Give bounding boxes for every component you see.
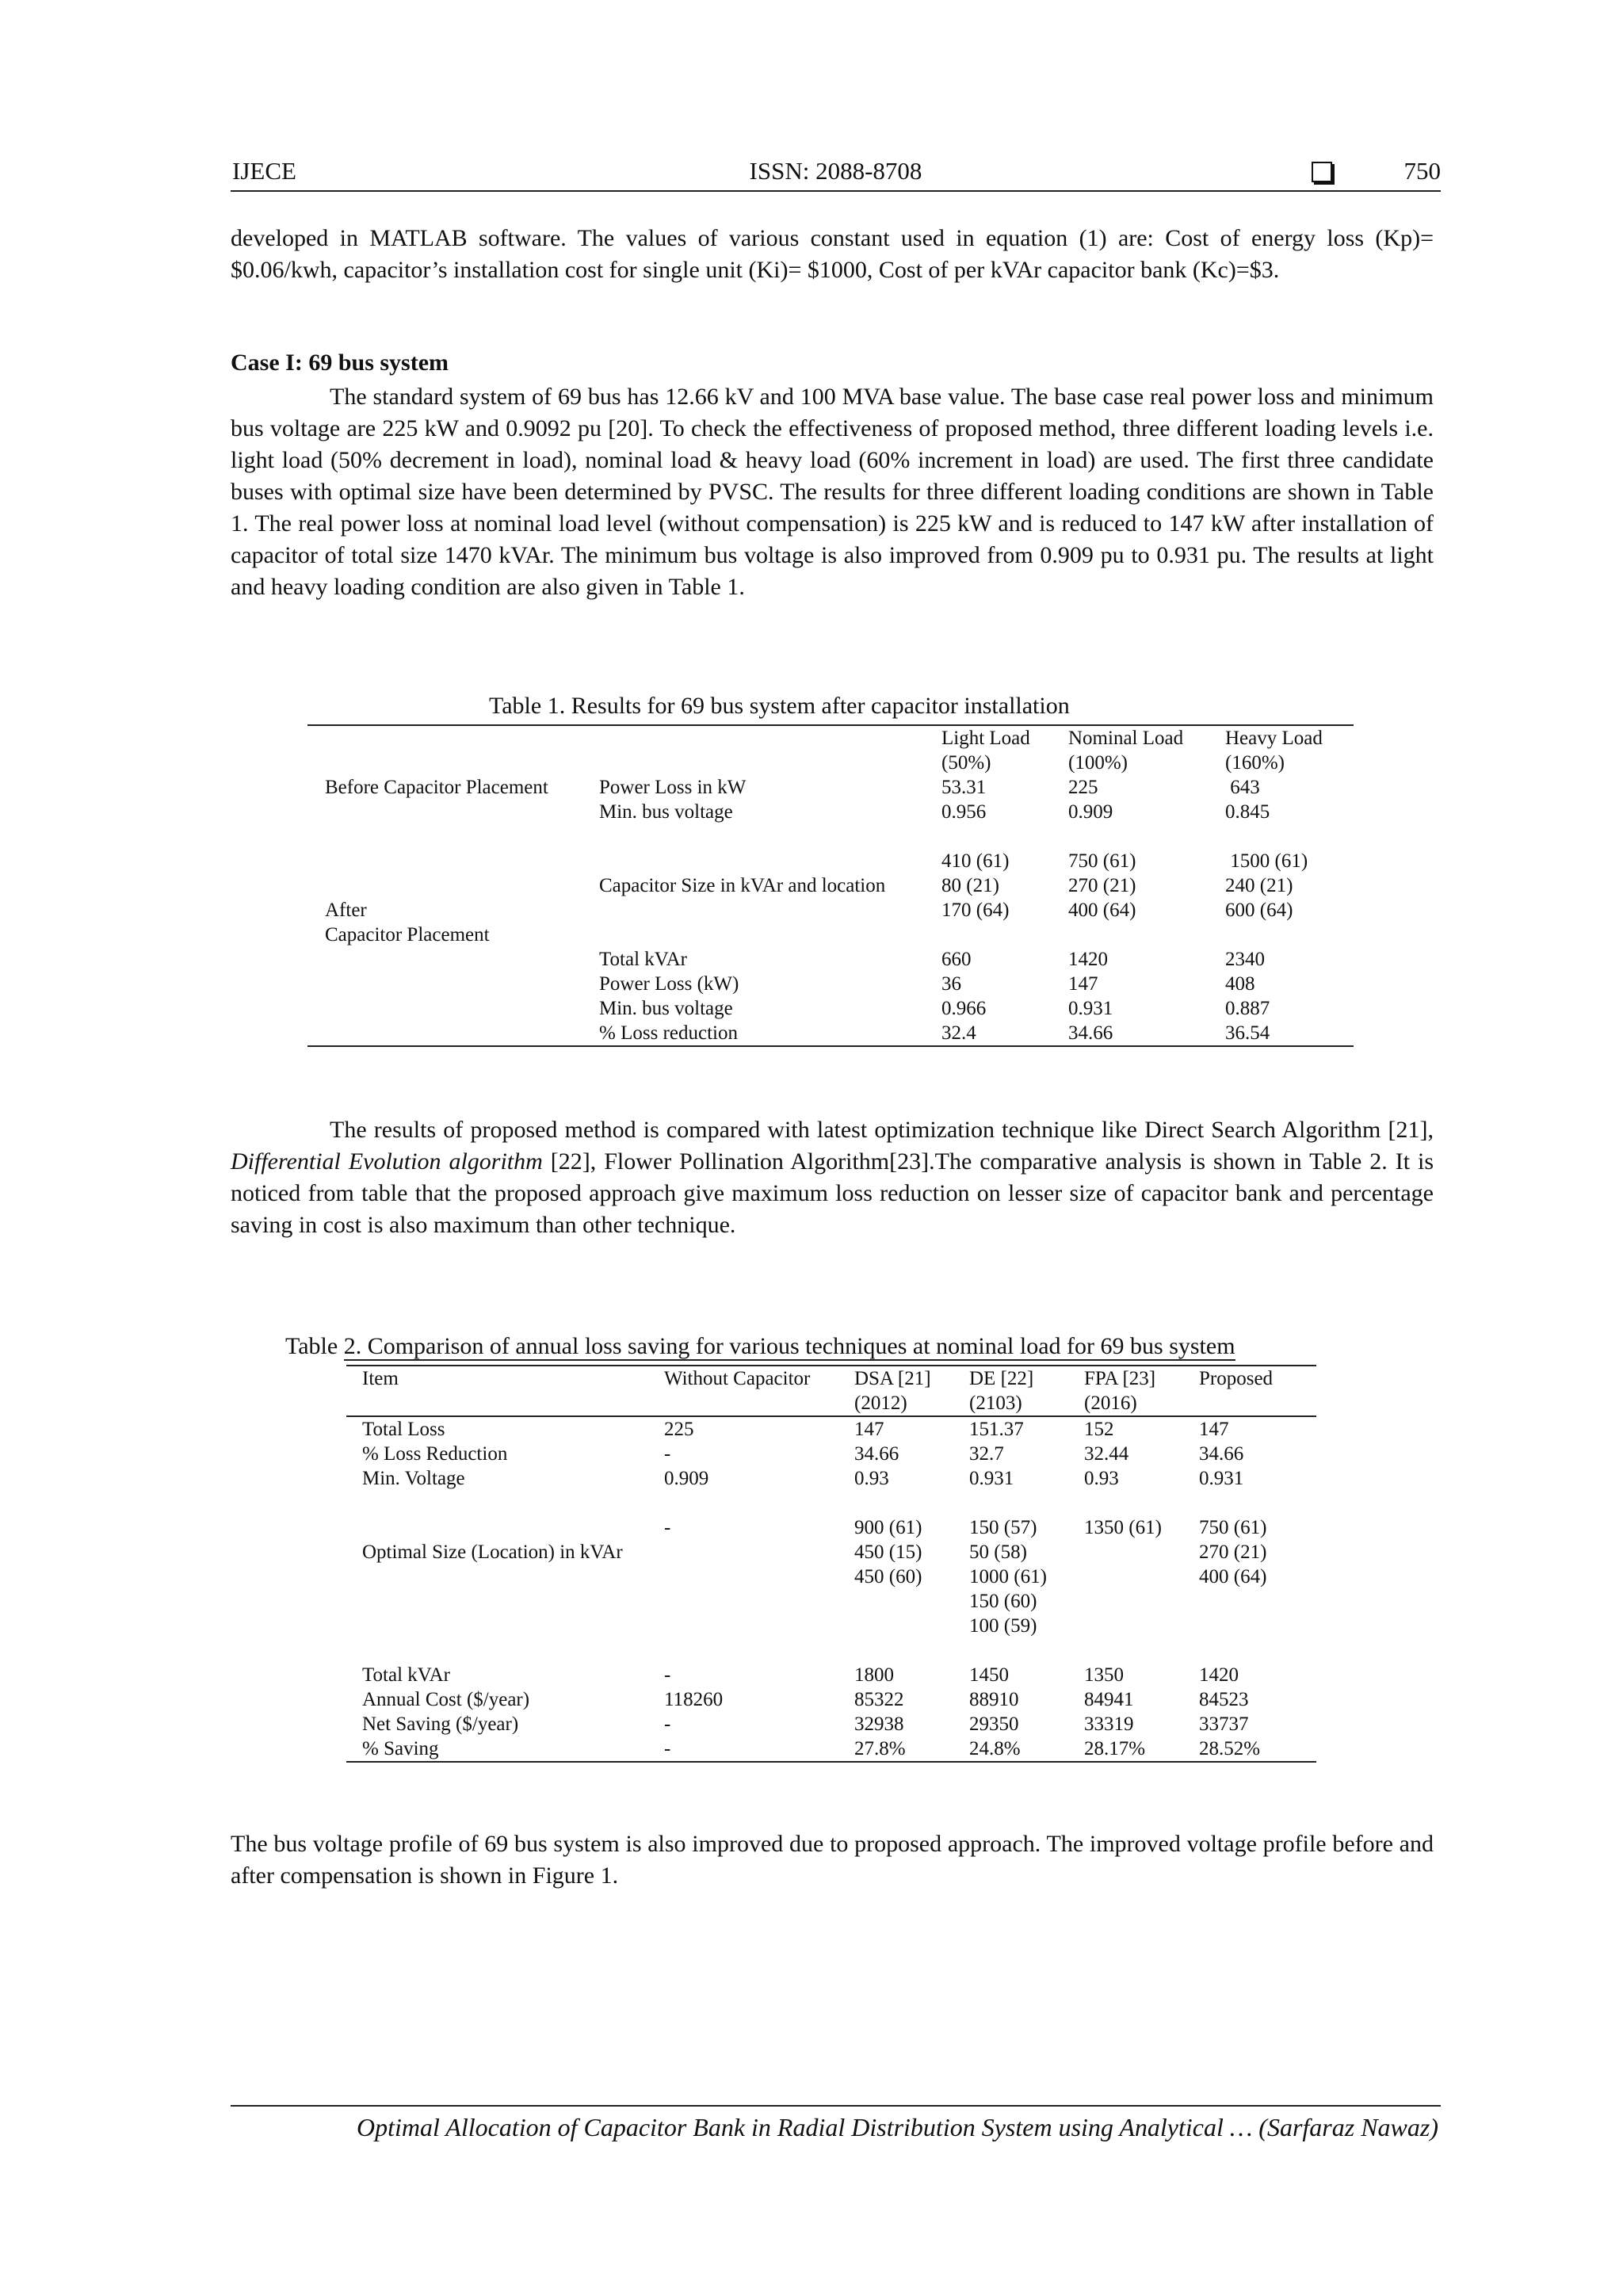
running-header [231, 155, 1441, 192]
table-row [307, 725, 1354, 751]
table-row: 410 (61) 750 (61) 1500 (61) [941, 850, 1308, 872]
table-row: 150 (60) [969, 1591, 1037, 1612]
case-paragraph: The standard system of 69 bus has 12.66 kV and 100 MVA base value. The base case real power loss and minimum bus voltage are 225 kW and 0.9092 pu [20]. To check the effectiveness of proposed method, three different loading levels i.e. light load (50% decrement in load), nominal load & heavy load (60% increment in load) are used. The first three candidate buses with optimal size have been determined by PVSC. The results for three different loading conditions are shown in Table 1. The real power loss at nominal load level (without compensation) is 225 kW and is reduced to 147 kW after installation of capacitor of total size 1470 kVAr. The minimum bus voltage is also improved from 0.909 pu to 0.931 pu. The results at light and heavy loading condition are also given in Table 1. [231, 384, 1434, 600]
column-header: Proposed [1199, 1368, 1274, 1389]
table-1 [307, 724, 1354, 1047]
table-row: After 170 (64) 400 (64) 600 (64) [307, 898, 1354, 923]
table-row: % Loss reduction 32.4 34.66 36.54 [599, 1022, 1270, 1044]
table-row: Min. bus voltage 0.966 0.931 0.887 [599, 998, 1270, 1019]
table-row: - 900 (61) 150 (57) 1350 (61) 750 (61) [664, 1517, 1267, 1538]
table-row: (50%) (100%) (160%) [941, 752, 1285, 774]
table2-caption: Table 2. Comparison of annual loss saving for various techniques at nominal load for 69 bus system [285, 1333, 1235, 1359]
table-row: Total Loss 225 147 151.37 152 147 [346, 1416, 1316, 1442]
table-row [346, 1366, 1316, 1391]
table-row: 100 (59) [969, 1615, 1037, 1637]
box-icon [1312, 162, 1332, 182]
row-group-label: Before Capacitor Placement [325, 777, 548, 798]
table-row: Min. bus voltage 0.956 0.909 0.845 [599, 801, 1270, 823]
row-group-label: After [325, 900, 367, 921]
table-row: % Saving - 27.8% 24.8% 28.17% 28.52% [362, 1738, 1261, 1759]
issn: ISSN: 2088-8708 [749, 157, 922, 185]
table-row: Total kVAr 660 1420 2340 [599, 949, 1265, 970]
column-header: DE [22] [969, 1368, 1034, 1389]
case-heading: Case I: 69 bus system [231, 350, 449, 376]
column-header: Without Capacitor [664, 1368, 811, 1389]
comparison-paragraph: The results of proposed method is compared with latest optimization technique like Direct Search Algorithm [21], Differential Evolution algorithm [22], Flower Pollination Algorithm[23].The comparative analysis is shown in Table 2. It is noticed from table that the proposed approach give maximum loss reduction on lesser size of capacitor bank and percentage saving in cost is also maximum than other technique. [231, 1117, 1434, 1238]
footer-divider [231, 2105, 1441, 2107]
table-row: Annual Cost ($/year) 118260 85322 88910 84941 84523 [362, 1689, 1249, 1710]
table-row: Capacitor Size in kVAr and location 80 (21) 270 (21) 240 (21) [599, 875, 1293, 896]
table-row: Power Loss (kW) 36 147 408 [599, 973, 1255, 995]
column-header: DSA [21] [854, 1368, 931, 1389]
page-number: 750 [1403, 157, 1441, 185]
table-row: Min. Voltage 0.909 0.93 0.931 0.93 0.931 [362, 1468, 1244, 1489]
table1-caption: Table 1. Results for 69 bus system after capacitor installation [489, 693, 1070, 719]
running-footer: Optimal Allocation of Capacitor Bank in Radial Distribution System using Analytical … (Sarfaraz Nawaz) [356, 2113, 1438, 2141]
column-header: Light Load [941, 728, 1030, 749]
table-row: (2012) (2103) (2016) [854, 1392, 1137, 1414]
column-header: Item [362, 1368, 399, 1389]
table-row: Net Saving ($/year) - 32938 29350 33319 33737 [362, 1713, 1249, 1735]
column-header: FPA [23] [1084, 1368, 1156, 1389]
table-2 [346, 1365, 1316, 1763]
table-row: 450 (60) 1000 (61) 400 (64) [854, 1566, 1267, 1587]
intro-paragraph: developed in MATLAB software. The values of various constant used in equation (1) are: Cost of energy loss (Kp)= $0.06/kwh, capacitor’s installation cost for single unit (Ki)= $1000, Cost of per kVAr capacitor bank (Kc)=$3. [231, 225, 1434, 283]
table-row: Total kVAr - 1800 1450 1350 1420 [362, 1664, 1239, 1686]
column-header: Nominal Load [1068, 728, 1184, 749]
table-row: % Loss Reduction - 34.66 32.7 32.44 34.66 [362, 1443, 1244, 1465]
column-header: Heavy Load [1225, 728, 1323, 749]
profile-paragraph: The bus voltage profile of 69 bus system is also improved due to proposed approach. The improved voltage profile before and after compensation is shown in Figure 1. [231, 1831, 1434, 1889]
table-row: Before Capacitor Placement Power Loss in kW 53.31 225 643 [307, 775, 1354, 800]
journal-name: IJECE [232, 157, 296, 185]
table-row: Optimal Size (Location) in kVAr 450 (15) 50 (58) 270 (21) [362, 1541, 1267, 1563]
table-row: Capacitor Placement [325, 924, 490, 946]
